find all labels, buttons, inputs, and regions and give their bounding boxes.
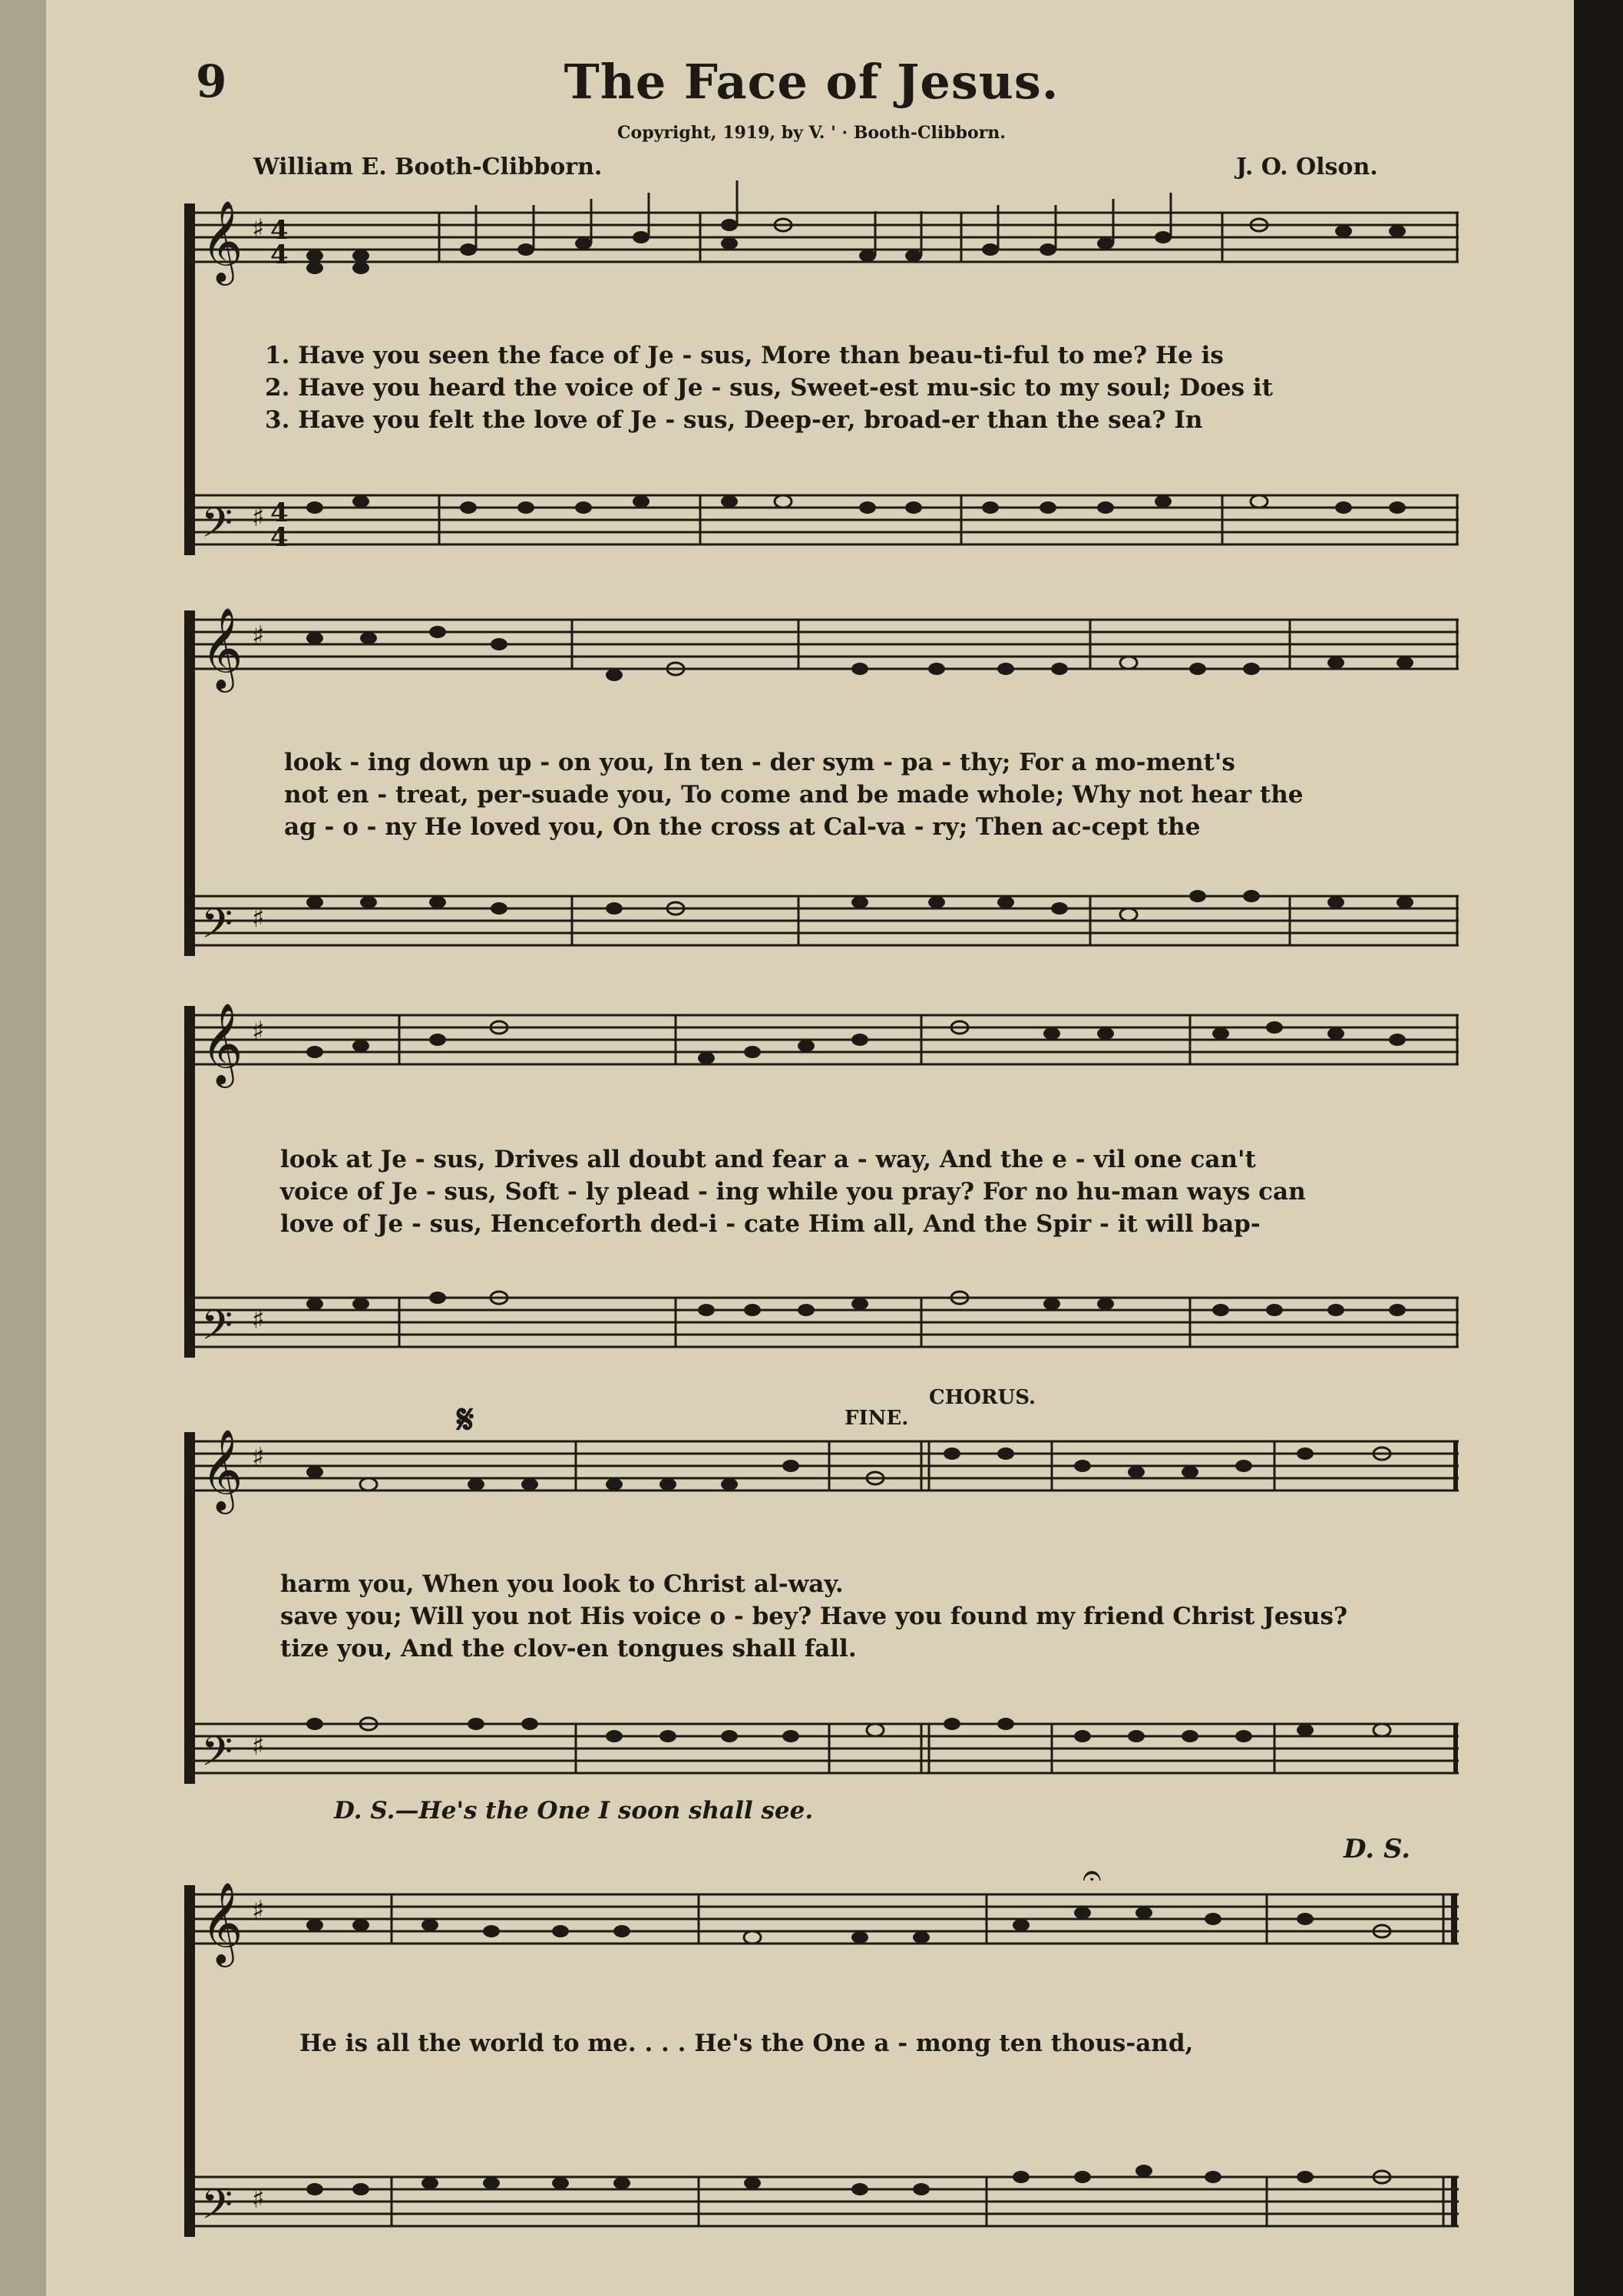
svg-text:♯: ♯ [252,1305,265,1335]
lyric-verse-3: love of Je - sus, Henceforth ded-i - cate Him all, And the Spir - it will bap- [280,1210,1261,1238]
music-system-5 [184,1856,1459,2246]
music-system-1 [184,200,1459,564]
copyright-line: Copyright, 1919, by V. ' · Booth-Clibborn. [617,123,1006,143]
lyric-verse-1: 1. Have you seen the face of Je - sus, More than beau-ti-ful to me? He is [265,342,1224,369]
svg-text:𝄢: 𝄢 [201,901,233,958]
svg-text:𝄐: 𝄐 [1083,1856,1102,1895]
lyric-verse-2: not en - treat, per-suade you, To come and be made whole; Why not hear the [284,781,1304,809]
composer-credit: J. O. Olson. [1236,154,1378,180]
music-system-4 [184,1428,1459,1793]
svg-text:4: 4 [270,215,289,246]
svg-text:𝄞: 𝄞 [201,200,243,282]
lyric-verse-1: harm you, When you look to Christ al-way. [280,1570,844,1598]
fine-marking: FINE. [845,1407,909,1430]
lyric-verse-2: voice of Je - sus, Soft - ly plead - ing while you pray? For no hu-man ways can [280,1178,1306,1206]
chorus-marking: CHORUS. [929,1386,1036,1409]
svg-text:𝄞: 𝄞 [201,607,243,689]
svg-text:𝄢: 𝄢 [201,2182,233,2238]
svg-text:𝄞: 𝄞 [201,1428,243,1510]
svg-text:♯: ♯ [252,620,265,651]
lyric-verse-3: tize you, And the clov-en tongues shall fall. [280,1635,857,1662]
svg-text:♯: ♯ [252,1895,265,1926]
svg-text:4: 4 [270,240,289,270]
svg-text:𝄞: 𝄞 [201,1002,243,1084]
lyric-verse-3: ag - o - ny He loved you, On the cross at Cal-va - ry; Then ac-cept the [284,813,1201,841]
svg-text:4: 4 [270,498,289,528]
ds-instruction-line: D. S.—He's the One I soon shall see. [334,1797,814,1825]
svg-text:♯: ♯ [252,502,265,533]
svg-text:♯: ♯ [252,903,265,934]
lyric-chorus: He is all the world to me. . . . He's the One a - mong ten thous-and, [299,2030,1194,2057]
music-system-2 [184,607,1459,964]
lyric-verse-1: look - ing down up - on you, In ten - der sym - pa - thy; For a mo-ment's [284,749,1235,776]
svg-text:𝄢: 𝄢 [201,1302,233,1359]
svg-text:♯: ♯ [252,1731,265,1762]
grand-staff-5 [184,1856,1459,2246]
svg-text:𝄞: 𝄞 [201,1881,243,1964]
svg-text:♯: ♯ [252,1016,265,1047]
lyric-verse-3: 3. Have you felt the love of Je - sus, Deep-er, broad-er than the sea? In [265,406,1203,434]
svg-text:♯: ♯ [252,213,265,244]
hymn-title: The Face of Jesus. [564,54,1059,110]
lyric-verse-2: save you; Will you not His voice o - bey? Have you found my friend Christ Jesus? [280,1603,1348,1630]
svg-text:♯: ♯ [252,1442,265,1473]
scan-edge-left [0,0,46,2296]
author-credit: William E. Booth-Clibborn. [253,154,603,180]
ds-marking: D. S. [1344,1834,1411,1864]
svg-text:𝄢: 𝄢 [201,500,233,557]
segno-sign: 𝄋 [457,1396,474,1443]
music-system-3 [184,1002,1459,1367]
page-number: 9 [196,55,227,108]
svg-text:♯: ♯ [252,2184,265,2215]
lyric-verse-2: 2. Have you heard the voice of Je - sus, Sweet-est mu-sic to my soul; Does it [265,374,1273,402]
lyric-verse-1: look at Je - sus, Drives all doubt and fear a - way, And the e - vil one can't [280,1146,1256,1173]
scan-edge-right [1574,0,1623,2296]
svg-text:4: 4 [270,522,289,553]
svg-text:𝄢: 𝄢 [201,1729,233,1785]
